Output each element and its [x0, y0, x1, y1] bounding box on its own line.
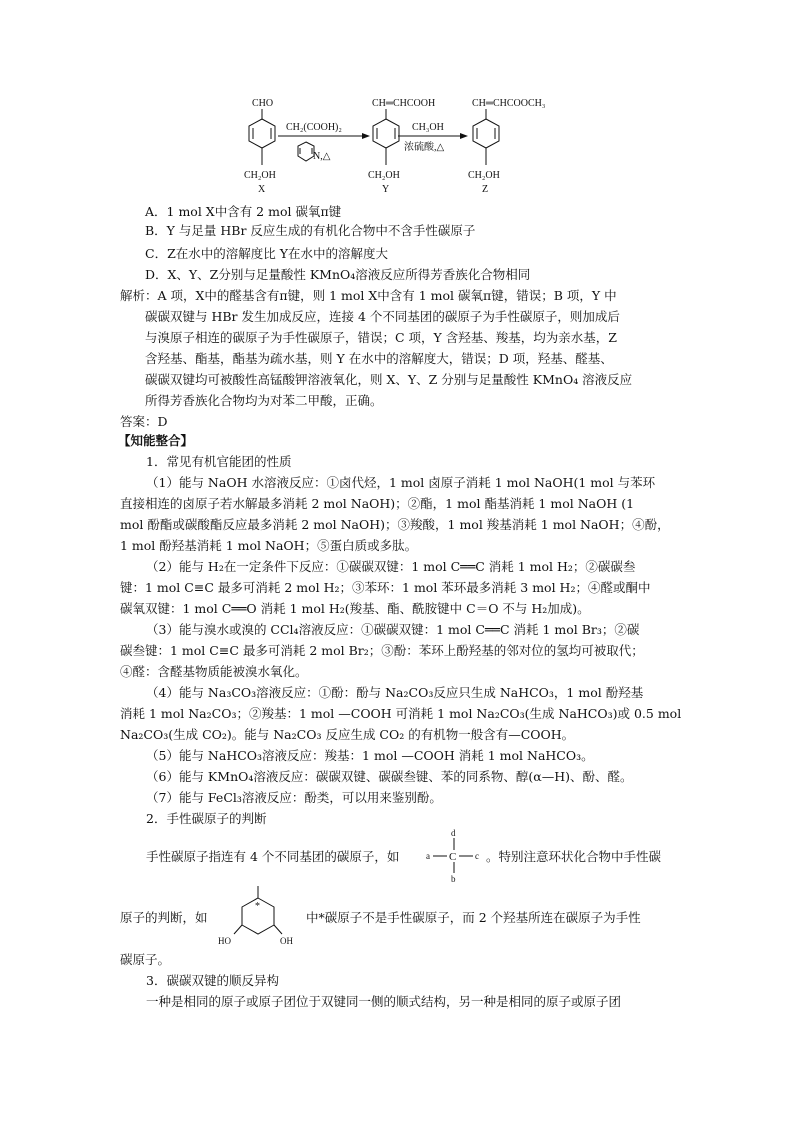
last-line: 一种是相同的原子或原子团位于双键同一侧的顺式结构，另一种是相同的原子或原子团 [146, 994, 622, 1009]
arrow-1-head [362, 133, 370, 139]
body-line: ④醛：含醛基物质能被溴水氧化。 [120, 664, 308, 679]
option-a: A．1 mol X中含有 2 mol 碳氧π键 [145, 204, 342, 219]
arrow-2-reagent: CH₃OH [412, 122, 444, 133]
x-label: X [258, 184, 266, 195]
body-line: （2）能与 H₂在一定条件下反应：①碳碳双键：1 mol C══C 消耗 1 mol H₂；②碳碳叁 [146, 559, 636, 574]
option-c: C．Z在水中的溶解度比 Y在水中的溶解度大 [145, 246, 388, 261]
subsection-1-title: 1．常见有机官能团的性质 [146, 454, 292, 469]
body-line: （1）能与 NaOH 水溶液反应：①卤代烃，1 mol 卤原子消耗 1 mol NaOH(1 mol 与苯环 [146, 475, 656, 490]
ring-text-after: 中*碳原子不是手性碳原子，而 2 个羟基所连在碳原子为手性 [306, 910, 641, 925]
y-bottom-group: CH₂OH [368, 170, 400, 181]
compound-x [249, 109, 275, 165]
chiral-text-after: 。特别注意环状化合物中手性碳 [486, 849, 662, 864]
ring-oh-right-bond [274, 925, 282, 934]
analysis-line: 碳碳双键均可被酸性高锰酸钾溶液氧化，则 X、Y、Z 分别与足量酸性 KMnO₄ 溶液反应 [145, 372, 633, 387]
ring-oh-left: HO [218, 936, 231, 946]
compound-y [373, 109, 399, 165]
body-line: （6）能与 KMnO₄溶液反应：碳碳双键、碳碳叁键、苯的同系物、醇(α—H)、酚、醛。 [146, 769, 633, 784]
option-b: B．Y 与足量 HBr 反应生成的有机化合物中不含手性碳原子 [145, 223, 476, 238]
ring-star: * [255, 901, 260, 912]
chiral-top: d [451, 828, 456, 838]
pyridine-ring-icon [298, 142, 314, 161]
arrow-2-head [460, 133, 468, 139]
z-label: Z [482, 184, 489, 195]
x-top-group: CHO [252, 98, 274, 109]
compound-z [473, 109, 499, 165]
chiral-bottom: b [451, 874, 456, 884]
chiral-left: a [426, 851, 430, 861]
ring-text-end: 碳原子。 [120, 952, 171, 967]
section-title: 【知能整合】 [118, 433, 194, 448]
option-d: D．X、Y、Z分别与足量酸性 KMnO₄溶液反应所得芳香族化合物相同 [145, 267, 531, 282]
analysis-line: 所得芳香族化合物均为对苯二甲酸，正确。 [145, 393, 383, 408]
x-bottom-group: CH₂OH [244, 170, 276, 181]
chiral-center: C [449, 851, 457, 863]
analysis-line: 解析：A 项，X中的醛基含有π键，则 1 mol X中含有 1 mol 碳氧π键，错误；B 项，Y 中 [120, 288, 617, 303]
z-top-group: CH═CHCOOCH₃ [472, 98, 546, 109]
y-top-group: CH═CHCOOH [372, 98, 436, 109]
body-line: mol 酚酯或碳酸酯反应最多消耗 2 mol NaOH)；③羧酸，1 mol 羧基消耗 1 mol NaOH；④酚， [120, 517, 670, 532]
chiral-text-before: 手性碳原子指连有 4 个不同基团的碳原子，如 [146, 849, 400, 864]
y-label: Y [382, 184, 390, 195]
arrow-2-condition: 浓硫酸,△ [404, 142, 445, 153]
ring-text-before: 原子的判断，如 [120, 910, 208, 925]
body-line: （7）能与 FeCl₃溶液反应：酚类，可以用来鉴别酚。 [146, 790, 442, 805]
analysis-line: 含羟基、酯基，酯基为疏水基，则 Y 在水中的溶解度大，错误；D 项，羟基、醛基、 [145, 351, 613, 366]
subsection-3-title: 3．碳碳双键的顺反异构 [146, 973, 279, 988]
chiral-carbon-formula [424, 826, 486, 884]
body-line: Na₂CO₃(生成 CO₂)。能与 Na₂CO₃ 反应生成 CO₂ 的有机物一般含有—COOH。 [120, 727, 575, 742]
body-line: （5）能与 NaHCO₃溶液反应：羧基：1 mol —COOH 消耗 1 mol NaHCO₃。 [146, 748, 594, 763]
subsection-2-title: 2．手性碳原子的判断 [146, 811, 267, 826]
analysis-line: 碳碳双键与 HBr 发生加成反应，连接 4 个不同基团的碳原子为手性碳原子，则加成后 [145, 309, 620, 324]
body-line: （3）能与溴水或溴的 CCl₄溶液反应：①碳碳双键：1 mol C══C 消耗 1 mol Br₃；②碳 [146, 622, 640, 637]
reaction-scheme [0, 0, 794, 200]
analysis-line: 与溴原子相连的碳原子为手性碳原子，错误；C 项，Y 含羟基、羧基，均为亲水基，Z [145, 330, 617, 345]
body-line: 碳氧双键：1 mol C══O 消耗 1 mol H₂(羧基、酯、酰胺键中 C＝O 不与 H₂加成)。 [120, 601, 590, 616]
z-bottom-group: CH₂OH [468, 170, 500, 181]
ring-oh-left-bond [234, 925, 242, 934]
cyclohexanediol-structure [214, 884, 304, 950]
answer: 答案：D [120, 414, 168, 429]
body-line: （4）能与 Na₃CO₃溶液反应：①酚：酚与 Na₂CO₃反应只生成 NaHCO₃，1 mol 酚羟基 [146, 685, 644, 700]
ring-oh-right: OH [280, 936, 293, 946]
arrow-1-condition: N,△ [313, 151, 331, 162]
body-line: 碳叁键：1 mol C≡C 最多可消耗 2 mol Br₂；③酚：苯环上酚羟基的邻对位的氢均可被取代； [120, 643, 644, 658]
body-line: 消耗 1 mol Na₂CO₃；②羧基：1 mol —COOH 可消耗 1 mol Na₂CO₃(生成 NaHCO₃)或 0.5 mol [120, 706, 682, 721]
body-line: 直接相连的卤原子若水解最多消耗 2 mol NaOH)；②酯，1 mol 酯基消耗 1 mol NaOH (1 [120, 496, 635, 511]
body-line: 1 mol 酚羟基消耗 1 mol NaOH；⑤蛋白质或多肽。 [120, 538, 418, 553]
arrow-1-reagent: CH₂(COOH)₂ [286, 122, 342, 133]
chiral-right: c [475, 851, 479, 861]
body-line: 键：1 mol C≡C 最多可消耗 2 mol H₂；③苯环：1 mol 苯环最多消耗 3 mol H₂；④醛或酮中 [120, 580, 651, 595]
